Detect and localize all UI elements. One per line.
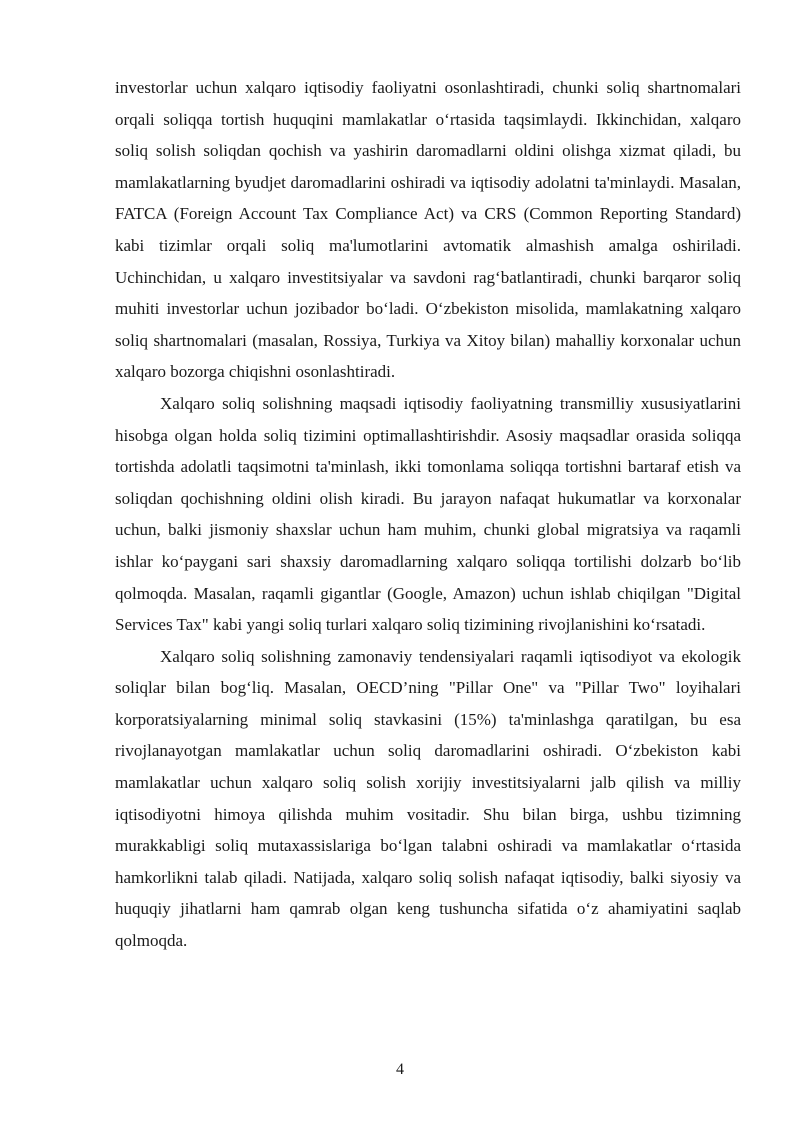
paragraph-continued: investorlar uchun xalqaro iqtisodiy faoliyatni osonlashtiradi, chunki soliq shartnomalari orqali soliqqa tortish huquqini mamlakatlar o‘rtasida taqsimlaydi. Ikkinchidan, xalqaro soliq solish soliqdan qochish va yashirin daromadlarni oldini olishga xizmat qiladi, bu mamlakatlarning byudjet daromadlarini oshiradi va iqtisodiy adolatni ta'minlaydi. Masalan, FATCA (Foreign Account Tax Compliance Act) va CRS (Common Reporting Standard) kabi tizimlar orqali soliq ma'lumotlarini avtomatik almashish amalga oshiriladi. Uchinchidan, u xalqaro investitsiyalar va savdoni rag‘batlantiradi, chunki barqaror soliq muhiti investorlar uchun jozibador bo‘ladi. O‘zbekiston misolida, mamlakatning xalqaro soliq shartnomalari (masalan, Rossiya, Turkiya va Xitoy bilan) mahalliy korxonalar uchun xalqaro bozorga chiqishni osonlashtiradi. <box>115 78 741 382</box>
document-page <box>115 72 741 957</box>
page-number: 4 <box>396 1061 404 1078</box>
paragraph-modern-trends: Xalqaro soliq solishning zamonaviy tendensiyalari raqamli iqtisodiyot va ekologik soliqlar bilan bog‘liq. Masalan, OECD’ning "Pillar One" va "Pillar Two" loyihalari korporatsiyalarning minimal soliq stavkasini (15%) ta'minlashga qaratilgan, bu esa rivojlanayotgan mamlakatlar uchun soliq daromadlarini oshiradi. O‘zbekiston kabi mamlakatlar uchun xalqaro soliq solish xorijiy investitsiyalarni jalb qilish va milliy iqtisodiyotni himoya qilishda muhim vositadir. Shu bilan birga, ushbu tizimning murakkabligi soliq mutaxassislariga bo‘lgan talabni oshiradi va mamlakatlar o‘rtasida hamkorlikni talab qiladi. Natijada, xalqaro soliq solish nafaqat iqtisodiy, balki siyosiy va huquqiy jihatlarni ham qamrab olgan keng tushuncha sifatida o‘z ahamiyatini saqlab qolmoqda. <box>115 646 741 951</box>
paragraph-objectives: Xalqaro soliq solishning maqsadi iqtisodiy faoliyatning transmilliy xususiyatlarini hisobga olgan holda soliq tizimini optimallashtirishdir. Asosiy maqsadlar orasida soliqqa tortishda adolatli taqsimotni ta'minlash, ikki tomonlama soliqqa tortishni bartaraf etish va soliqdan qochishning oldini olish kiradi. Bu jarayon nafaqat hukumatlar va korxonalar uchun, balki jismoniy shaxslar uchun ham muhim, chunki global migratsiya va raqamli ishlar ko‘paygani sari shaxsiy daromadlarning xalqaro soliqqa tortilishi dolzarb bo‘lib qolmoqda. Masalan, raqamli gigantlar (Google, Amazon) uchun ishlab chiqilgan "Digital Services Tax" kabi yangi soliq turlari xalqaro soliq tizimining rivojlanishini ko‘rsatadi. <box>115 393 741 635</box>
